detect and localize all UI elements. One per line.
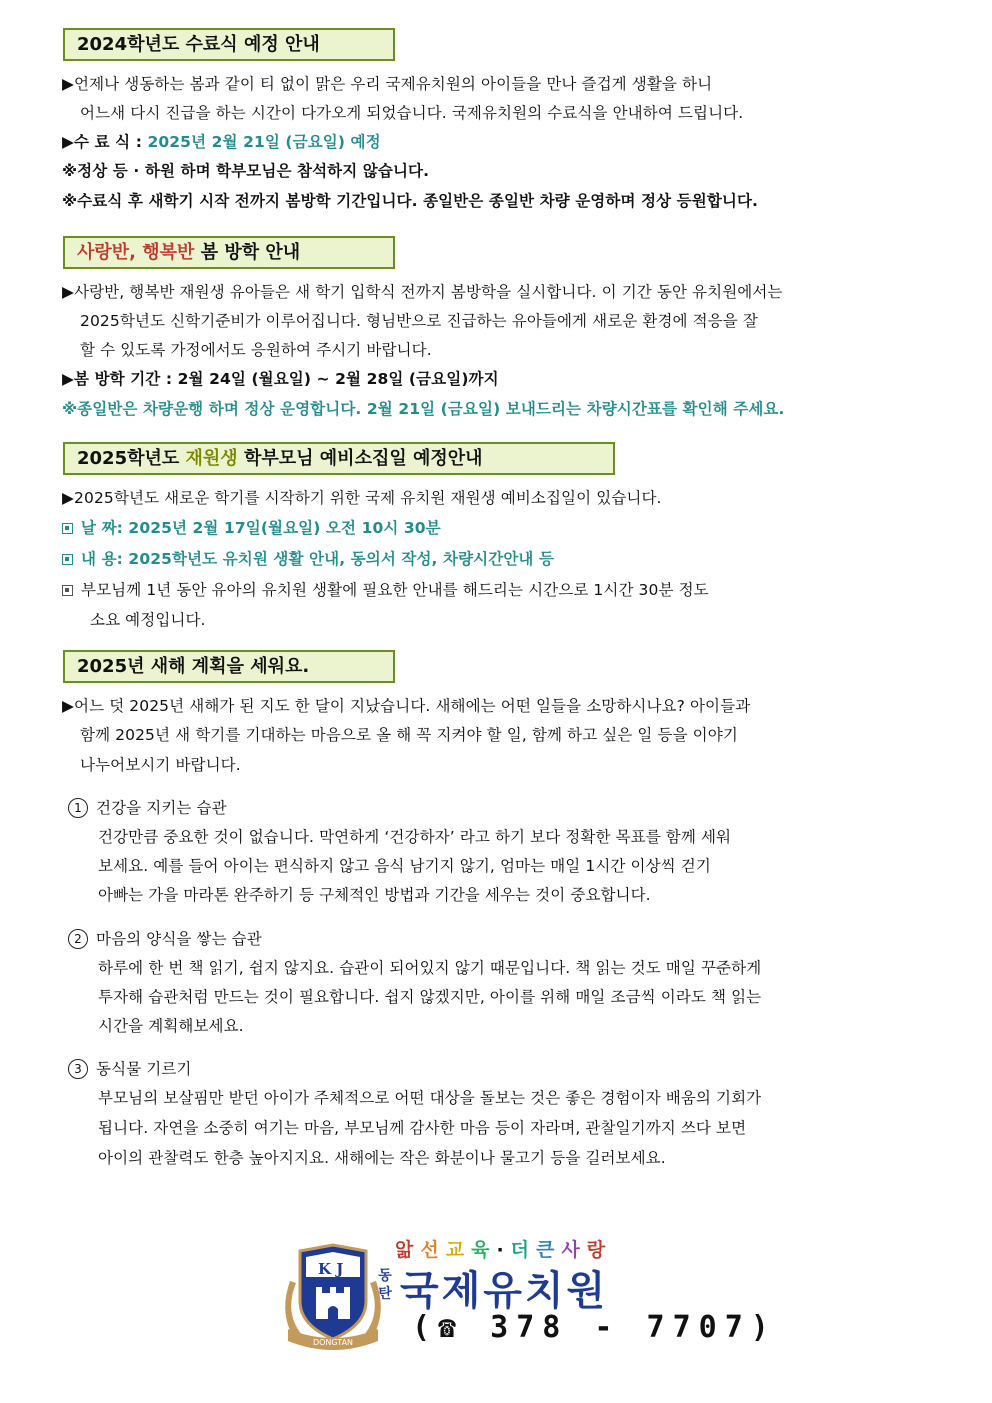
orientation-intro: ▶2025학년도 새로운 학기를 시작하기 위한 국제 유치원 재원생 예비소집일이 있습니다.: [62, 489, 662, 507]
orientation-note-2: 소요 예정입니다.: [90, 611, 206, 629]
spring-break-period: ▶봄 방학 기간 : 2월 24일 (월요일) ~ 2월 28일 (금요일)까지: [62, 370, 499, 388]
graduation-date-value: 2025년 2월 21일 (금요일) 예정: [147, 133, 381, 151]
number-2-icon: 2: [68, 929, 88, 949]
slogan-char: 큰: [536, 1239, 562, 1261]
crest-icon: [282, 1243, 384, 1353]
plan-item-2-heading: [68, 925, 938, 954]
graduation-note-2: ※수료식 후 새학기 시작 전까지 봄방학 기간입니다. 종일반은 종일반 차량 운영하며 정상 등원합니다.: [62, 192, 759, 210]
plan-item-2-line-1: 하루에 한 번 책 읽기, 쉽지 않지요. 습관이 되어있지 않기 때문입니다. 책 읽는 것도 매일 꾸준하게: [98, 959, 762, 977]
new-year-intro-2: 함께 2025년 새 학기를 기대하는 마음으로 올 해 꼭 지켜야 할 일, 함께 하고 싶은 일 등을 이야기: [80, 726, 738, 744]
slogan-char: 육: [471, 1239, 497, 1261]
orientation-content-row: [62, 545, 932, 574]
dongtan-label: [376, 1267, 394, 1303]
plan-item-1-heading: [68, 794, 938, 823]
number-1-icon: 1: [68, 798, 88, 818]
plan-item-2-title: 마음의 양식을 쌓는 습관: [96, 930, 262, 948]
graduation-intro-1: ▶언제나 생동하는 봄과 같이 티 없이 맑은 우리 국제유치원의 아이들을 만나 즐겁게 생활을 하니: [62, 75, 713, 93]
orientation-note: 부모님께 1년 동안 유아의 유치원 생활에 필요한 안내를 해드리는 시간으로 1시간 30분 정도: [81, 581, 709, 599]
orientation-date-row: [62, 514, 932, 543]
kindergarten-logo: [280, 1235, 777, 1355]
square-bullet-icon: [62, 585, 73, 596]
slogan-char: 선: [420, 1239, 446, 1261]
orientation-title-a: 2025학년도: [77, 448, 186, 469]
spring-break-intro-3: 할 수 있도록 가정에서도 응원하여 주시기 바랍니다.: [80, 341, 432, 359]
section-title-spring-break: [63, 236, 395, 269]
plan-item-1-line-1: 건강만큼 중요한 것이 없습니다. 막연하게 ‘건강하자’ 라고 하기 보다 정확한 목표를 함께 세워: [98, 828, 732, 846]
dongtan-char-1: 동: [378, 1268, 392, 1284]
slogan-char: 사: [561, 1239, 587, 1261]
section-title-graduation: 2024학년도 수료식 예정 안내: [63, 28, 395, 61]
spring-break-note: ※종일반은 차량운행 하며 정상 운영합니다. 2월 21일 (금요일) 보내드리는 차량시간표를 확인해 주세요.: [62, 400, 785, 418]
orientation-date: 날 짜: 2025년 2월 17일(월요일) 오전 10시 30분: [81, 519, 441, 537]
graduation-note-1: ※정상 등 · 하원 하며 학부모님은 참석하지 않습니다.: [62, 162, 430, 180]
plan-item-2-line-2: 투자해 습관처럼 만드는 것이 필요합니다. 쉽지 않겠지만, 아이를 위해 매일 조금씩 이라도 책 읽는: [98, 988, 762, 1006]
square-bullet-icon: [62, 554, 73, 565]
spring-break-intro-2: 2025학년도 신학기준비가 이루어집니다. 형님반으로 진급하는 유아들에게 새로운 환경에 적응을 잘: [80, 312, 758, 330]
phone-number: (☎ 378 - 7707): [412, 1310, 777, 1345]
square-bullet-icon: [62, 523, 73, 534]
graduation-date-label: ▶수 료 식 :: [62, 133, 148, 151]
graduation-intro-2: 어느새 다시 진급을 하는 시간이 다가오게 되었습니다. 국제유치원의 수료식을 안내하여 드립니다.: [80, 104, 744, 122]
graduation-date: [62, 128, 932, 157]
dongtan-char-2: 탄: [378, 1286, 392, 1302]
orientation-title-c: 학부모님 예비소집일 예정안내: [237, 448, 483, 469]
plan-item-3-line-1: 부모님의 보살핌만 받던 아이가 주체적으로 어떤 대상을 돌보는 것은 좋은 경험이자 배움의 기회가: [98, 1089, 762, 1107]
plan-item-1-title: 건강을 지키는 습관: [96, 799, 227, 817]
number-3-icon: 3: [68, 1059, 88, 1079]
plan-item-3-title: 동식물 기르기: [96, 1060, 192, 1078]
spring-break-intro-1: ▶사랑반, 행복반 재원생 유아들은 새 학기 입학식 전까지 봄방학을 실시합니다. 이 기간 동안 유치원에서는: [62, 283, 783, 301]
slogan-char: 랑: [586, 1239, 613, 1261]
plan-item-1-line-3: 아빠는 가을 마라톤 완주하기 등 구체적인 방법과 기간을 세우는 것이 중요합니다.: [98, 886, 651, 904]
slogan-char: 더: [510, 1239, 537, 1261]
slogan-char: ·: [496, 1239, 511, 1261]
spring-break-title-rest: 봄 방학 안내: [194, 242, 301, 263]
slogan-char: 교: [445, 1239, 472, 1261]
plan-item-1-line-2: 보세요. 예를 들어 아이는 편식하지 않고 음식 남기지 않기, 엄마는 매일 1시간 이상씩 걷기: [98, 857, 711, 875]
plan-item-2-line-3: 시간을 계획해보세요.: [98, 1017, 244, 1035]
spring-break-title-classes: 사랑반, 행복반: [77, 242, 195, 263]
new-year-intro-3: 나누어보시기 바랍니다.: [80, 756, 241, 774]
slogan-char: 앎: [395, 1239, 421, 1261]
new-year-intro-1: ▶어느 덧 2025년 새해가 된 지도 한 달이 지났습니다. 새해에는 어떤 일들을 소망하시나요? 아이들과: [62, 697, 751, 715]
kindergarten-name: 국제유치원: [400, 1268, 609, 1314]
orientation-content: 내 용: 2025학년도 유치원 생활 안내, 동의서 작성, 차량시간안내 등: [81, 550, 555, 568]
badge-letters: K J: [318, 1260, 344, 1278]
section-title-new-year: 2025년 새해 계획을 세워요.: [63, 650, 395, 683]
plan-item-3-line-3: 아이의 관찰력도 한층 높아지지요. 새해에는 작은 화분이나 물고기 등을 길러보세요.: [98, 1149, 666, 1167]
orientation-note-row: [62, 576, 932, 605]
orientation-title-highlight: 재원생: [185, 448, 238, 469]
badge-ribbon-text: DONGTAN: [312, 1338, 354, 1347]
section-title-orientation: [63, 442, 615, 475]
plan-item-3-line-2: 됩니다. 자연을 소중히 여기는 마음, 부모님께 감사한 마음 등이 자라며, 관찰일기까지 쓰다 보면: [98, 1119, 747, 1137]
slogan: [395, 1235, 612, 1262]
plan-item-3-heading: [68, 1055, 938, 1084]
